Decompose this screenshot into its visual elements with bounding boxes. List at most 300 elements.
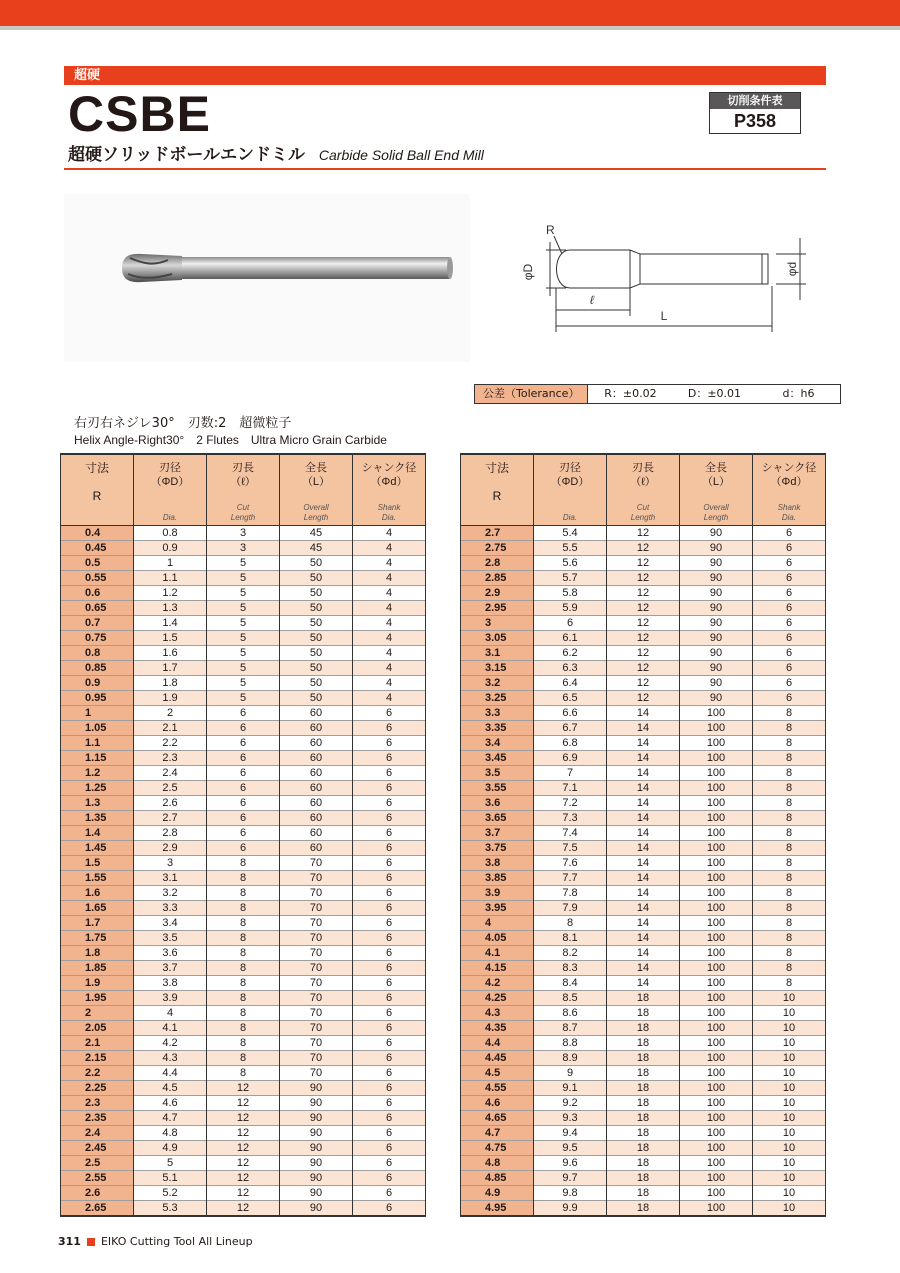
- cell-overall-length: 70: [280, 1050, 353, 1065]
- cell-radius: 2: [61, 1005, 134, 1020]
- cell-overall-length: 100: [680, 1140, 753, 1155]
- table-row: [61, 660, 426, 675]
- cell-diameter: 6.2: [534, 645, 607, 660]
- cell-overall-length: 45: [280, 525, 353, 540]
- cell-diameter: 8: [534, 915, 607, 930]
- cell-radius: 1.95: [61, 990, 134, 1005]
- cell-cut-length: 5: [207, 675, 280, 690]
- cell-radius: 3: [461, 615, 534, 630]
- cell-overall-length: 50: [280, 645, 353, 660]
- cell-diameter: 5.1: [134, 1170, 207, 1185]
- subtitle-jp: 超硬ソリッドボールエンドミル: [68, 145, 305, 165]
- cell-radius: 2.6: [61, 1185, 134, 1200]
- cell-cut-length: 8: [207, 885, 280, 900]
- cell-radius: 2.2: [61, 1065, 134, 1080]
- cell-cut-length: 18: [607, 1125, 680, 1140]
- table-row: [61, 1050, 426, 1065]
- cell-cut-length: 8: [207, 975, 280, 990]
- cell-overall-length: 70: [280, 885, 353, 900]
- cell-diameter: 2: [134, 705, 207, 720]
- col-header-diameter: 刃径 （ΦD） Dia.: [134, 454, 207, 525]
- cell-overall-length: 60: [280, 825, 353, 840]
- cell-shank-diameter: 6: [353, 735, 426, 750]
- cell-shank-diameter: 6: [353, 1110, 426, 1125]
- cell-shank-diameter: 6: [353, 1170, 426, 1185]
- cell-cut-length: 8: [207, 900, 280, 915]
- page-footer: [58, 1235, 253, 1249]
- cell-overall-length: 90: [680, 615, 753, 630]
- cell-shank-diameter: 6: [753, 630, 826, 645]
- table-row: [461, 765, 826, 780]
- table-row: [61, 750, 426, 765]
- cutting-conditions-box[interactable]: [709, 92, 801, 134]
- cell-radius: 1.75: [61, 930, 134, 945]
- cell-cut-length: 18: [607, 1185, 680, 1200]
- table-row: [61, 1035, 426, 1050]
- cell-cut-length: 6: [207, 795, 280, 810]
- cell-radius: 0.8: [61, 645, 134, 660]
- cell-shank-diameter: 8: [753, 795, 826, 810]
- cell-cut-length: 5: [207, 615, 280, 630]
- cell-diameter: 4.1: [134, 1020, 207, 1035]
- table-row: [461, 960, 826, 975]
- table-row: [461, 645, 826, 660]
- cell-diameter: 6.7: [534, 720, 607, 735]
- cell-overall-length: 90: [680, 660, 753, 675]
- table-row: [61, 1170, 426, 1185]
- cell-overall-length: 50: [280, 630, 353, 645]
- cell-diameter: 7.9: [534, 900, 607, 915]
- cell-diameter: 1.6: [134, 645, 207, 660]
- cell-overall-length: 70: [280, 855, 353, 870]
- cell-diameter: 7.2: [534, 795, 607, 810]
- cell-shank-diameter: 6: [353, 1065, 426, 1080]
- cell-overall-length: 100: [680, 1125, 753, 1140]
- cell-shank-diameter: 10: [753, 1110, 826, 1125]
- cell-cut-length: 12: [207, 1080, 280, 1095]
- table-row: [61, 1200, 426, 1216]
- cell-overall-length: 45: [280, 540, 353, 555]
- cell-shank-diameter: 10: [753, 1170, 826, 1185]
- table-row: [61, 975, 426, 990]
- category-bar: [64, 66, 826, 85]
- cell-shank-diameter: 6: [353, 780, 426, 795]
- cell-diameter: 1.8: [134, 675, 207, 690]
- table-row: [61, 855, 426, 870]
- cell-radius: 1.05: [61, 720, 134, 735]
- table-row: [461, 555, 826, 570]
- table-row: [461, 945, 826, 960]
- table-row: [61, 990, 426, 1005]
- cell-overall-length: 60: [280, 765, 353, 780]
- cell-diameter: 7.5: [534, 840, 607, 855]
- cell-cut-length: 14: [607, 780, 680, 795]
- cell-shank-diameter: 6: [753, 540, 826, 555]
- cell-diameter: 9.5: [534, 1140, 607, 1155]
- cell-radius: 0.75: [61, 630, 134, 645]
- cell-diameter: 9.6: [534, 1155, 607, 1170]
- cell-diameter: 8.8: [534, 1035, 607, 1050]
- table-row: [61, 810, 426, 825]
- dim-label-overall-length: L: [660, 309, 668, 323]
- cell-cut-length: 8: [207, 1005, 280, 1020]
- table-row: [61, 870, 426, 885]
- cell-shank-diameter: 4: [353, 615, 426, 630]
- cell-diameter: 6.3: [534, 660, 607, 675]
- table-row: [461, 600, 826, 615]
- cell-radius: 4.75: [461, 1140, 534, 1155]
- cell-shank-diameter: 6: [353, 975, 426, 990]
- model-title: CSBE: [68, 86, 211, 142]
- cell-shank-diameter: 6: [353, 1095, 426, 1110]
- cell-cut-length: 8: [207, 870, 280, 885]
- table-row: [61, 795, 426, 810]
- cell-cut-length: 12: [607, 525, 680, 540]
- end-mill-drawing-icon: [510, 216, 810, 336]
- cell-diameter: 1.3: [134, 600, 207, 615]
- table-row: [461, 660, 826, 675]
- cell-diameter: 5.2: [134, 1185, 207, 1200]
- cell-shank-diameter: 6: [353, 720, 426, 735]
- cell-diameter: 2.3: [134, 750, 207, 765]
- table-row: [61, 555, 426, 570]
- cell-cut-length: 12: [207, 1125, 280, 1140]
- cell-overall-length: 100: [680, 765, 753, 780]
- cell-overall-length: 50: [280, 675, 353, 690]
- cell-cut-length: 6: [207, 840, 280, 855]
- cell-cut-length: 12: [607, 555, 680, 570]
- table-row: [461, 540, 826, 555]
- cell-shank-diameter: 10: [753, 1020, 826, 1035]
- cell-overall-length: 100: [680, 975, 753, 990]
- cell-shank-diameter: 4: [353, 690, 426, 705]
- cell-diameter: 5.6: [534, 555, 607, 570]
- table-row: [61, 585, 426, 600]
- table-row: [461, 735, 826, 750]
- cell-overall-length: 50: [280, 690, 353, 705]
- table-row: [61, 525, 426, 540]
- product-subtitle: [68, 144, 484, 166]
- cell-shank-diameter: 6: [753, 525, 826, 540]
- cell-shank-diameter: 6: [353, 765, 426, 780]
- cell-radius: 4.65: [461, 1110, 534, 1125]
- cell-radius: 2.5: [61, 1155, 134, 1170]
- cell-radius: 3.05: [461, 630, 534, 645]
- cell-shank-diameter: 8: [753, 840, 826, 855]
- cell-overall-length: 90: [680, 585, 753, 600]
- cell-shank-diameter: 4: [353, 585, 426, 600]
- cell-shank-diameter: 8: [753, 720, 826, 735]
- cell-shank-diameter: 4: [353, 630, 426, 645]
- cell-cut-length: 5: [207, 645, 280, 660]
- cell-cut-length: 12: [207, 1170, 280, 1185]
- cell-radius: 1.1: [61, 735, 134, 750]
- cell-overall-length: 100: [680, 945, 753, 960]
- cell-diameter: 5.8: [534, 585, 607, 600]
- table-row: [461, 840, 826, 855]
- cell-radius: 4.05: [461, 930, 534, 945]
- dim-label-d-large: φD: [521, 263, 535, 281]
- cell-radius: 2.05: [61, 1020, 134, 1035]
- cell-overall-length: 70: [280, 1020, 353, 1035]
- cell-radius: 2.45: [61, 1140, 134, 1155]
- cell-radius: 1.15: [61, 750, 134, 765]
- cell-radius: 2.75: [461, 540, 534, 555]
- cell-radius: 3.75: [461, 840, 534, 855]
- table-row: [461, 855, 826, 870]
- cell-cut-length: 3: [207, 525, 280, 540]
- cell-overall-length: 90: [680, 540, 753, 555]
- cell-overall-length: 90: [680, 630, 753, 645]
- cell-shank-diameter: 6: [753, 645, 826, 660]
- cell-overall-length: 90: [280, 1185, 353, 1200]
- cell-cut-length: 18: [607, 1020, 680, 1035]
- cell-shank-diameter: 6: [353, 900, 426, 915]
- table-row: [61, 570, 426, 585]
- cell-cut-length: 12: [207, 1140, 280, 1155]
- col-header-cut-length: 刃長 （ℓ） Cut Length: [607, 454, 680, 525]
- cell-shank-diameter: 8: [753, 960, 826, 975]
- cell-shank-diameter: 8: [753, 765, 826, 780]
- cell-diameter: 7.8: [534, 885, 607, 900]
- cell-radius: 1.3: [61, 795, 134, 810]
- cell-cut-length: 14: [607, 960, 680, 975]
- dimension-table-right: [460, 453, 826, 1217]
- cell-radius: 4.1: [461, 945, 534, 960]
- cell-shank-diameter: 8: [753, 945, 826, 960]
- table-row: [461, 690, 826, 705]
- cell-shank-diameter: 6: [353, 825, 426, 840]
- cell-shank-diameter: 10: [753, 1035, 826, 1050]
- cell-overall-length: 100: [680, 1035, 753, 1050]
- cell-cut-length: 5: [207, 630, 280, 645]
- cell-overall-length: 100: [680, 1170, 753, 1185]
- cell-overall-length: 100: [680, 1080, 753, 1095]
- cell-shank-diameter: 6: [353, 810, 426, 825]
- cell-diameter: 6.8: [534, 735, 607, 750]
- cell-diameter: 0.9: [134, 540, 207, 555]
- cell-radius: 4.9: [461, 1185, 534, 1200]
- cell-overall-length: 100: [680, 705, 753, 720]
- cell-cut-length: 12: [607, 570, 680, 585]
- cell-cut-length: 14: [607, 945, 680, 960]
- cell-radius: 4.5: [461, 1065, 534, 1080]
- table-row: [61, 690, 426, 705]
- cell-overall-length: 70: [280, 1035, 353, 1050]
- table-row: [61, 1185, 426, 1200]
- cell-diameter: 8.1: [534, 930, 607, 945]
- cell-cut-length: 6: [207, 735, 280, 750]
- cell-radius: 4.7: [461, 1125, 534, 1140]
- table-row: [61, 780, 426, 795]
- cell-cut-length: 6: [207, 780, 280, 795]
- cell-shank-diameter: 6: [353, 930, 426, 945]
- cell-radius: 1.7: [61, 915, 134, 930]
- cell-cut-length: 14: [607, 900, 680, 915]
- cell-radius: 2.15: [61, 1050, 134, 1065]
- cell-diameter: 4.2: [134, 1035, 207, 1050]
- cell-cut-length: 14: [607, 930, 680, 945]
- cell-diameter: 7.6: [534, 855, 607, 870]
- cell-shank-diameter: 6: [753, 615, 826, 630]
- cell-radius: 1.25: [61, 780, 134, 795]
- cell-shank-diameter: 6: [353, 870, 426, 885]
- table-row: [461, 630, 826, 645]
- table-row: [461, 1005, 826, 1020]
- cell-radius: 1.45: [61, 840, 134, 855]
- cell-cut-length: 18: [607, 1170, 680, 1185]
- cell-cut-length: 14: [607, 765, 680, 780]
- cell-overall-length: 70: [280, 945, 353, 960]
- end-mill-photo-icon: [64, 194, 470, 362]
- table-row: [461, 810, 826, 825]
- table-row: [461, 705, 826, 720]
- cell-diameter: 4.3: [134, 1050, 207, 1065]
- col-header-diameter: 刃径 （ΦD） Dia.: [534, 454, 607, 525]
- cell-radius: 0.7: [61, 615, 134, 630]
- cell-overall-length: 100: [680, 930, 753, 945]
- table-row: [61, 765, 426, 780]
- col-header-radius: 寸法 R: [461, 454, 534, 525]
- cell-radius: 2.25: [61, 1080, 134, 1095]
- cell-cut-length: 12: [607, 690, 680, 705]
- cell-cut-length: 12: [607, 600, 680, 615]
- cell-overall-length: 100: [680, 1155, 753, 1170]
- cell-radius: 2.95: [461, 600, 534, 615]
- cell-cut-length: 3: [207, 540, 280, 555]
- cell-shank-diameter: 6: [353, 1140, 426, 1155]
- cell-radius: 2.9: [461, 585, 534, 600]
- cell-cut-length: 18: [607, 1200, 680, 1216]
- cell-diameter: 3.2: [134, 885, 207, 900]
- cell-radius: 4.95: [461, 1200, 534, 1216]
- cell-radius: 1.55: [61, 870, 134, 885]
- cell-shank-diameter: 8: [753, 780, 826, 795]
- cell-overall-length: 60: [280, 795, 353, 810]
- cell-cut-length: 12: [607, 645, 680, 660]
- cell-diameter: 4.5: [134, 1080, 207, 1095]
- cell-shank-diameter: 4: [353, 570, 426, 585]
- cell-overall-length: 90: [680, 570, 753, 585]
- table-row: [461, 1110, 826, 1125]
- table-row: [461, 1170, 826, 1185]
- cell-overall-length: 70: [280, 975, 353, 990]
- cell-diameter: 4: [134, 1005, 207, 1020]
- cell-overall-length: 100: [680, 1050, 753, 1065]
- cell-cut-length: 18: [607, 1035, 680, 1050]
- cell-diameter: 9.9: [534, 1200, 607, 1216]
- cell-shank-diameter: 8: [753, 870, 826, 885]
- table-row: [461, 750, 826, 765]
- table-row: [61, 600, 426, 615]
- cell-radius: 3.95: [461, 900, 534, 915]
- cell-diameter: 3.9: [134, 990, 207, 1005]
- table-row: [61, 1125, 426, 1140]
- cell-diameter: 3.6: [134, 945, 207, 960]
- table-row: [461, 1035, 826, 1050]
- cell-diameter: 1.7: [134, 660, 207, 675]
- cell-cut-length: 8: [207, 915, 280, 930]
- cell-shank-diameter: 10: [753, 1155, 826, 1170]
- table-row: [461, 900, 826, 915]
- cell-overall-length: 70: [280, 870, 353, 885]
- cell-shank-diameter: 6: [353, 1185, 426, 1200]
- cell-shank-diameter: 6: [753, 555, 826, 570]
- cell-overall-length: 50: [280, 615, 353, 630]
- cell-radius: 3.45: [461, 750, 534, 765]
- cell-shank-diameter: 6: [753, 675, 826, 690]
- cell-cut-length: 14: [607, 795, 680, 810]
- cell-shank-diameter: 6: [353, 840, 426, 855]
- cell-overall-length: 70: [280, 915, 353, 930]
- cell-overall-length: 90: [680, 690, 753, 705]
- cell-radius: 0.4: [61, 525, 134, 540]
- cell-cut-length: 8: [207, 1050, 280, 1065]
- cell-shank-diameter: 6: [353, 1155, 426, 1170]
- cell-radius: 3.65: [461, 810, 534, 825]
- cell-overall-length: 70: [280, 990, 353, 1005]
- cell-cut-length: 14: [607, 825, 680, 840]
- cell-shank-diameter: 8: [753, 975, 826, 990]
- cell-shank-diameter: 4: [353, 600, 426, 615]
- cell-shank-diameter: 6: [753, 600, 826, 615]
- cell-overall-length: 50: [280, 570, 353, 585]
- cell-diameter: 6.4: [534, 675, 607, 690]
- cell-overall-length: 90: [280, 1155, 353, 1170]
- cell-radius: 1.85: [61, 960, 134, 975]
- cell-shank-diameter: 6: [353, 1005, 426, 1020]
- table-row: [61, 1140, 426, 1155]
- cell-cut-length: 8: [207, 930, 280, 945]
- table-header-row: [461, 454, 826, 525]
- cell-shank-diameter: 10: [753, 1125, 826, 1140]
- table-row: [461, 525, 826, 540]
- cell-radius: 3.25: [461, 690, 534, 705]
- cell-cut-length: 8: [207, 1035, 280, 1050]
- cell-diameter: 9.7: [534, 1170, 607, 1185]
- top-color-bar: [0, 0, 900, 26]
- cell-overall-length: 100: [680, 720, 753, 735]
- cell-shank-diameter: 6: [353, 705, 426, 720]
- cell-overall-length: 100: [680, 810, 753, 825]
- table-row: [61, 615, 426, 630]
- cell-overall-length: 60: [280, 720, 353, 735]
- table-header-row: [61, 454, 426, 525]
- cell-radius: 2.8: [461, 555, 534, 570]
- table-row: [61, 1155, 426, 1170]
- cell-cut-length: 8: [207, 1020, 280, 1035]
- table-row: [61, 705, 426, 720]
- cell-overall-length: 70: [280, 930, 353, 945]
- cell-cut-length: 14: [607, 975, 680, 990]
- cell-diameter: 0.8: [134, 525, 207, 540]
- cell-diameter: 6.1: [534, 630, 607, 645]
- cell-cut-length: 14: [607, 855, 680, 870]
- cell-overall-length: 100: [680, 780, 753, 795]
- cell-diameter: 5.4: [534, 525, 607, 540]
- cell-overall-length: 90: [280, 1170, 353, 1185]
- cell-overall-length: 90: [280, 1095, 353, 1110]
- cell-cut-length: 8: [207, 1065, 280, 1080]
- cell-diameter: 8.3: [534, 960, 607, 975]
- cell-diameter: 2.7: [134, 810, 207, 825]
- table-row: [61, 1080, 426, 1095]
- cell-cut-length: 18: [607, 1110, 680, 1125]
- cell-radius: 4: [461, 915, 534, 930]
- cell-overall-length: 100: [680, 750, 753, 765]
- cell-diameter: 1.1: [134, 570, 207, 585]
- cell-radius: 4.25: [461, 990, 534, 1005]
